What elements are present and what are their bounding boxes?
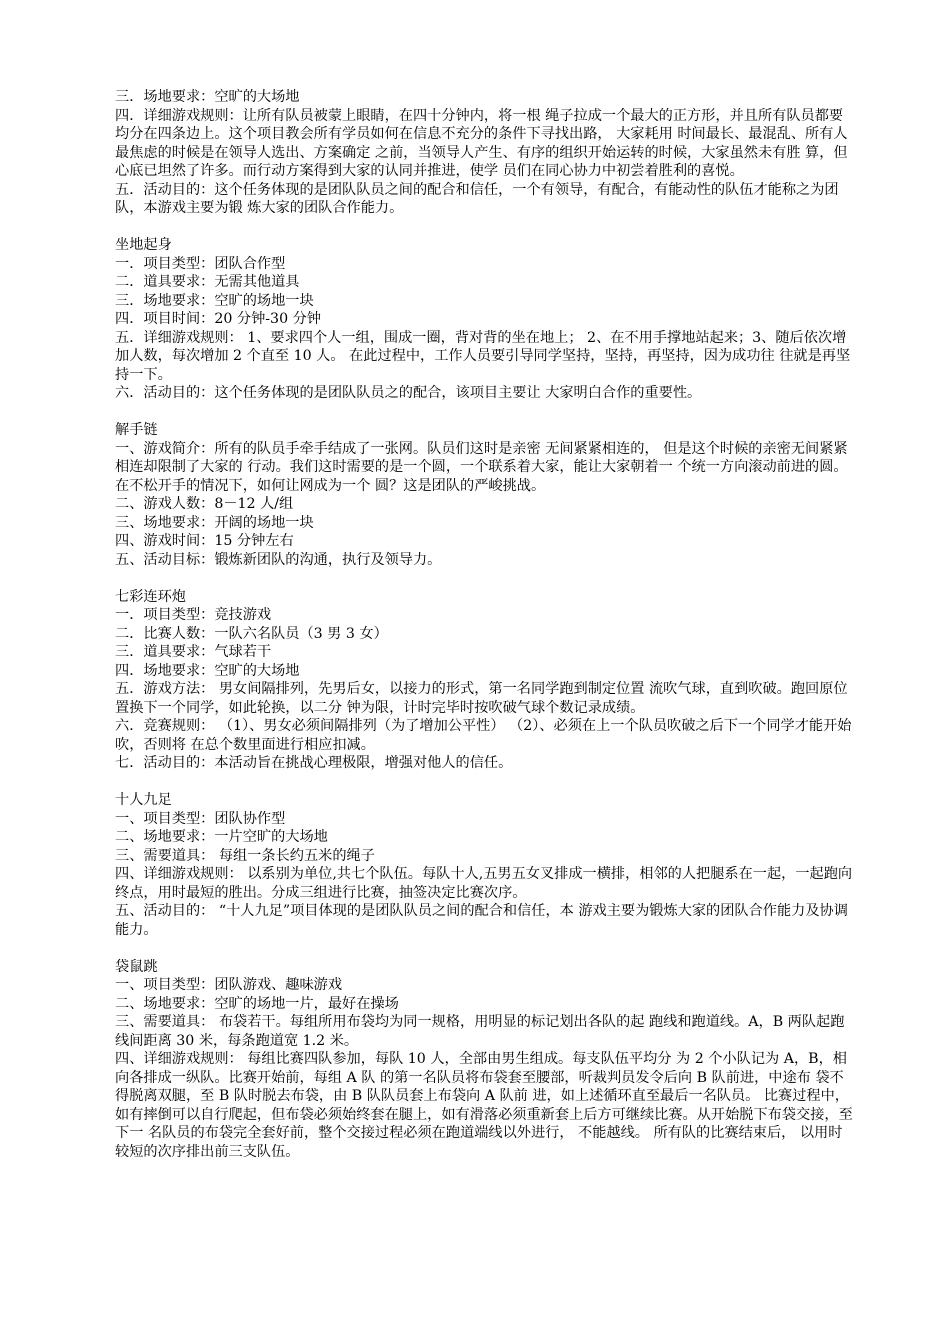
paragraph: 三．道具要求：气球若干	[115, 644, 272, 660]
paragraph: 三、需要道具： 每组一条长约五米的绳子	[115, 847, 375, 864]
paragraph: 三．场地要求：空旷的大场地	[115, 89, 300, 105]
section-title: 坐地起身	[115, 237, 172, 253]
section-jieshoulian	[115, 421, 855, 569]
paragraph: 二、场地要求：空旷的场地一片，最好在操场	[115, 995, 399, 1012]
paragraph: 四、详细游戏规则： 以系别为单位,共七个队伍。每队十人,五男五女叉排成一横排，相邻的人把腿系在一起，一起跑向终点，用时最短的胜出。分成三组进行比赛，抽签决定比赛次序。	[115, 866, 853, 901]
paragraph: 六．活动目的：这个任务体现的是团队队员之的配合，该项目主要让 大家明白合作的重要性。	[115, 385, 702, 401]
paragraph: 四．场地要求：空旷的大场地	[115, 662, 300, 679]
paragraph: 二、游戏人数：8－12 人/组	[115, 496, 294, 512]
paragraph: 五．游戏方法： 男女间隔排列，先男后女，以接力的形式，第一名同学跑到制定位置 流吹气球，直到吹破。跑回原位置换下一个同学，如此轮换，以二分 钟为限，计时完毕时按吹破气球个数记录成绩。	[115, 681, 848, 716]
section-qicailianhuanpao	[115, 588, 855, 773]
section-daishutiao	[115, 958, 855, 1162]
paragraph: 一．项目类型：竞技游戏	[115, 607, 272, 623]
section-title: 十人九足	[115, 792, 172, 808]
paragraph: 三、需要道具： 布袋若干。每组所用布袋均为同一规格，用明显的标记划出各队的起 跑线和跑道线。A，B 两队起跑线间距离 30 米，每条跑道宽 1.2 米。	[115, 1014, 845, 1049]
section-title: 袋鼠跳	[115, 958, 158, 975]
paragraph: 二．比赛人数：一队六名队员（3 男 3 女）	[115, 625, 388, 642]
paragraph: 二、场地要求：一片空旷的大场地	[115, 829, 328, 845]
paragraph: 五、活动目标：锻炼新团队的沟通，执行及领导力。	[115, 551, 442, 568]
paragraph: 四．详细游戏规则：让所有队员被蒙上眼睛，在四十分钟内，将一根 绳子拉成一个最大的正方形，并且所有队员都要均分在四条边上。这个项目教会所有学员如何在信息不充分的条件下寻找出路， 大家耗用 时间最长、最混乱、所有人最焦虑的时候是在领导人选出、方案确定 之前，当领导人产生、有序的组织开始运转的时候，大家虽然未有胜 算，但心底已坦然了许多。而行动方案得到大家的认同并推进，使学 员们在同心协力中初尝着胜利的喜悦。	[115, 107, 848, 179]
paragraph: 二．道具要求：无需其他道具	[115, 274, 300, 290]
paragraph: 四．项目时间：20 分钟-30 分钟	[115, 311, 321, 327]
section-zuodiqishen	[115, 236, 855, 403]
section-shirenjiuzu	[115, 791, 855, 939]
paragraph: 七．活动目的：本活动旨在挑战心理极限，增强对他人的信任。	[115, 755, 513, 771]
paragraph: 五．活动目的：这个任务体现的是团队队员之间的配合和信任，一个有领导，有配合，有能动性的队伍才能称之为团队，本游戏主要为锻 炼大家的团队合作能力。	[115, 181, 839, 216]
paragraph: 四、详细游戏规则： 每组比赛四队参加，每队 10 人，全部由男生组成。每支队伍平均分 为 2 个小队记为 A，B，相向各排成一纵队。比赛开始前，每组 A 队 的第一名队员将布袋套至腰部，听裁判员发令后向 B 队前进，中途布 袋不得脱离双腿，至 B 队时脱去布袋，由 B 队队员套上布袋向 A 队前 进，如上述循环直至最后一名队员。 比赛过程中，如有摔倒可以自行爬起，但布袋必须始终套在腿上，如有滑落必须重新套上后方可继续比赛。从开始脱下布袋交接，至下一 名队员的布袋完全套好前，整个交接过程必须在跑道端线以外进行， 不能越线。 所有队的比赛结束后， 以用时较短的次序排出前三支队伍。	[115, 1051, 853, 1160]
section-title: 解手链	[115, 422, 158, 438]
paragraph: 三．场地要求：空旷的场地一块	[115, 292, 314, 309]
paragraph: 五、活动目的： “十人九足”项目体现的是团队队员之间的配合和信任，本 游戏主要为锻炼大家的团队合作能力及协调能力。	[115, 903, 848, 938]
paragraph: 一、游戏简介：所有的队员手牵手结成了一张网。队员们这时是亲密 无间紧紧相连的， 但是这个时候的亲密无间紧紧相连却限制了大家的 行动。我们这时需要的是一个圆，一个联系着大家，能让大家朝着一 个统一方向滚动前进的圆。在不松开手的情况下，如何让网成为一个 圆？这是团队的严峻挑战。	[115, 440, 848, 494]
paragraph: 六．竞赛规则： （1）、男女必须间隔排列（为了增加公平性） （2）、必须在上一个队员吹破之后下一个同学才能开始吹，否则将 在总个数里面进行相应扣减。	[115, 718, 852, 753]
document-body	[115, 88, 855, 1180]
section-intro	[115, 88, 855, 218]
section-title: 七彩连环炮	[115, 588, 186, 605]
paragraph: 一、项目类型：团队游戏、趣味游戏	[115, 977, 343, 993]
paragraph: 一．项目类型：团队合作型	[115, 255, 286, 272]
paragraph: 五．详细游戏规则： 1、要求四个人一组，围成一圈，背对背的坐在地上； 2、在不用手撑地站起来；3、随后依次增加人数，每次增加 2 个直至 10 人。 在此过程中，工作人员要引导同学坚持，坚持，再坚持，因为成功往 往就是再坚持一下。	[115, 329, 851, 383]
paragraph: 四、游戏时间：15 分钟左右	[115, 533, 294, 549]
paragraph: 一、项目类型：团队协作型	[115, 810, 286, 827]
paragraph: 三、场地要求：开阔的场地一块	[115, 514, 314, 531]
